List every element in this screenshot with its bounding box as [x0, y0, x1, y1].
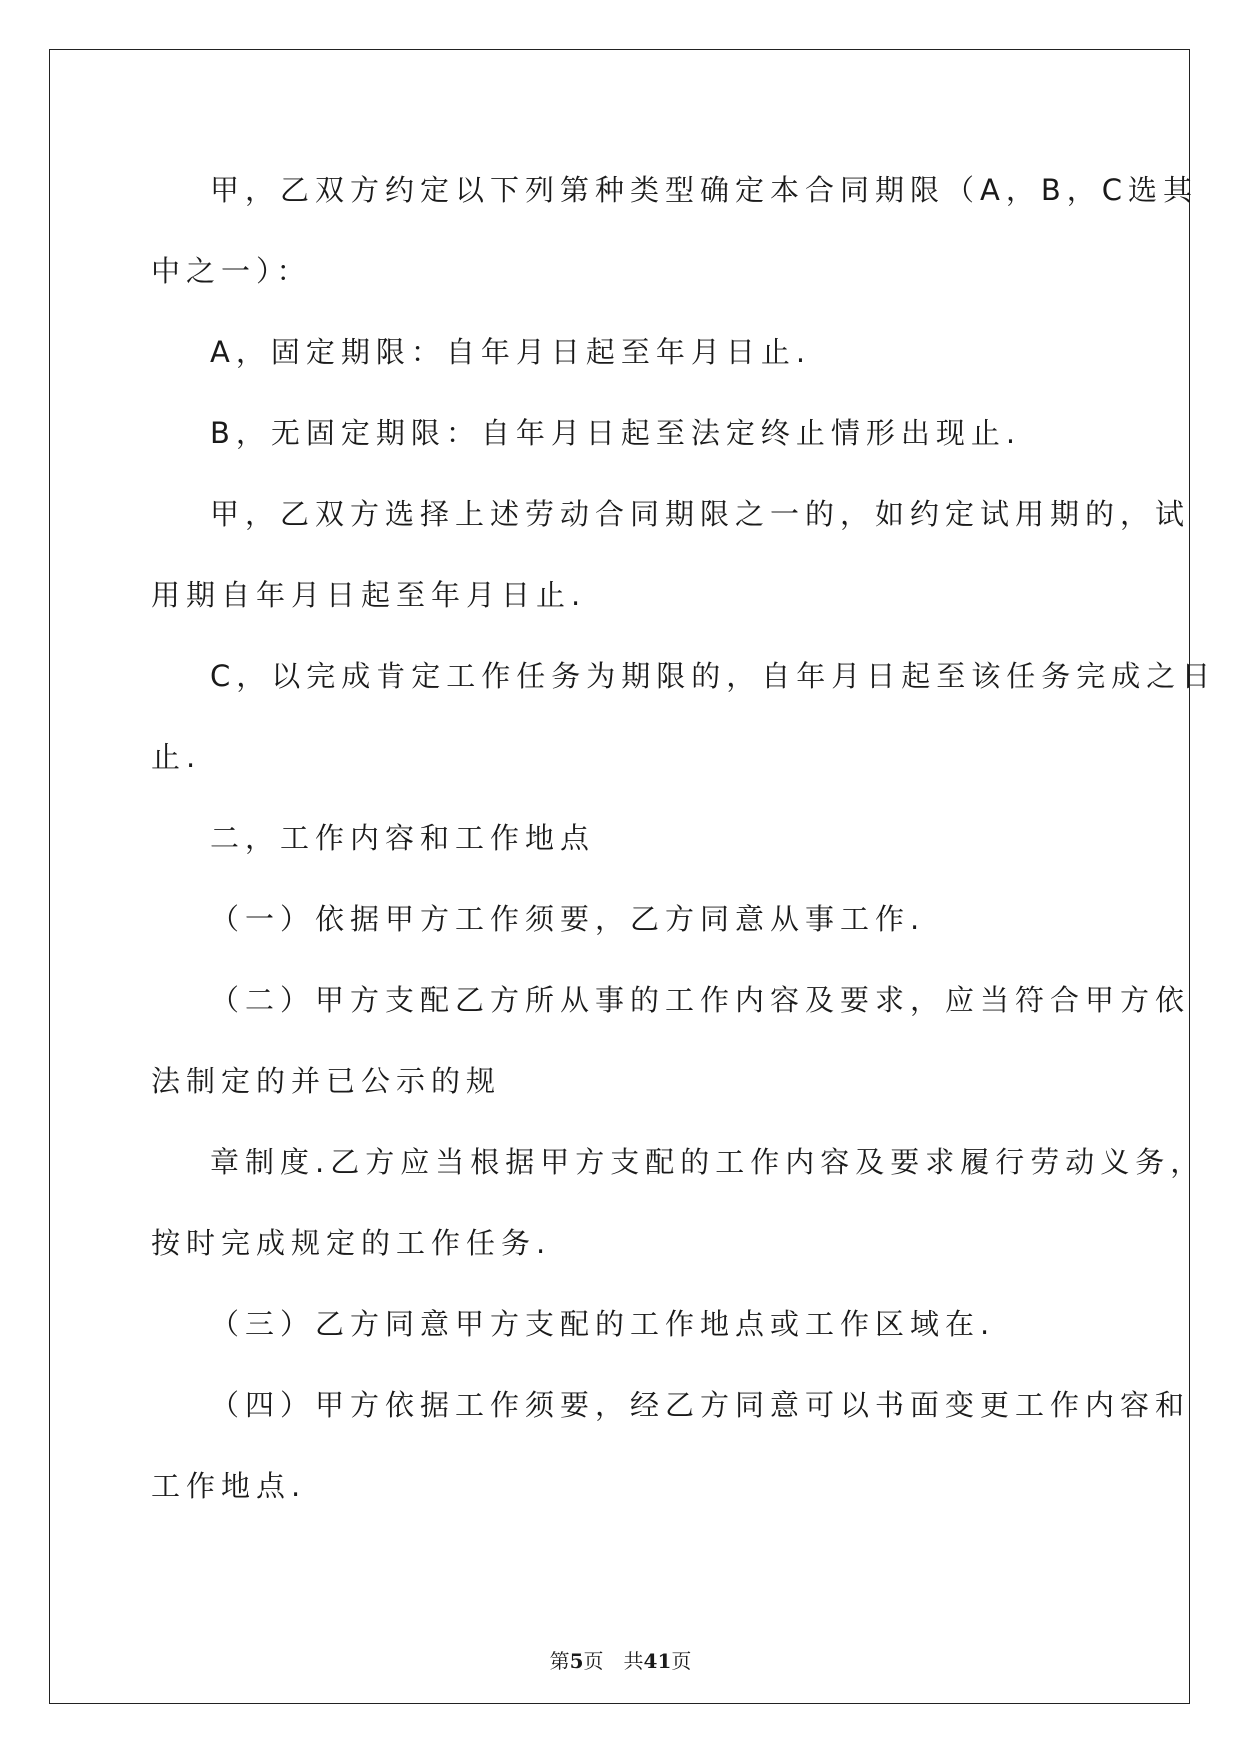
- total-pages-number: 41: [643, 1649, 672, 1673]
- paragraph-line: 用期自年月日起至年月日止.: [151, 578, 587, 612]
- page-border: [49, 49, 1190, 1704]
- paragraph-line: 按时完成规定的工作任务.: [151, 1226, 552, 1260]
- paragraph-line: 章制度.乙方应当根据甲方支配的工作内容及要求履行劳动义务，: [210, 1145, 1206, 1179]
- paragraph-line: 甲，乙双方约定以下列第种类型确定本合同期限（A，B，C选其: [210, 173, 1198, 207]
- footer-prefix: 第: [549, 1649, 570, 1673]
- paragraph-line: B，无固定期限：自年月日起至法定终止情形出现止.: [210, 416, 1022, 450]
- paragraph-line: （三）乙方同意甲方支配的工作地点或工作区域在.: [210, 1307, 996, 1341]
- paragraph-line: 止.: [151, 740, 202, 774]
- paragraph-line: 甲，乙双方选择上述劳动合同期限之一的，如约定试用期的，试: [210, 497, 1191, 531]
- current-page-number: 5: [569, 1649, 584, 1673]
- paragraph-line: C，以完成肯定工作任务为期限的，自年月日起至该任务完成之日: [210, 659, 1217, 693]
- footer-page-word: 页: [583, 1649, 604, 1673]
- page-footer: [0, 1649, 1241, 1673]
- paragraph-line: （二）甲方支配乙方所从事的工作内容及要求，应当符合甲方依: [210, 983, 1191, 1017]
- paragraph-line: A，固定期限：自年月日起至年月日止.: [210, 335, 812, 369]
- paragraph-line: 法制定的并已公示的规: [151, 1064, 502, 1098]
- paragraph-line: 中之一）：: [151, 254, 312, 288]
- paragraph-line: （一）依据甲方工作须要，乙方同意从事工作.: [210, 902, 926, 936]
- paragraph-line: 工作地点.: [151, 1469, 307, 1503]
- footer-total-prefix: 共: [623, 1649, 644, 1673]
- section-heading: 二，工作内容和工作地点: [210, 821, 596, 855]
- paragraph-line: （四）甲方依据工作须要，经乙方同意可以书面变更工作内容和: [210, 1388, 1191, 1422]
- footer-total-suffix: 页: [671, 1649, 692, 1673]
